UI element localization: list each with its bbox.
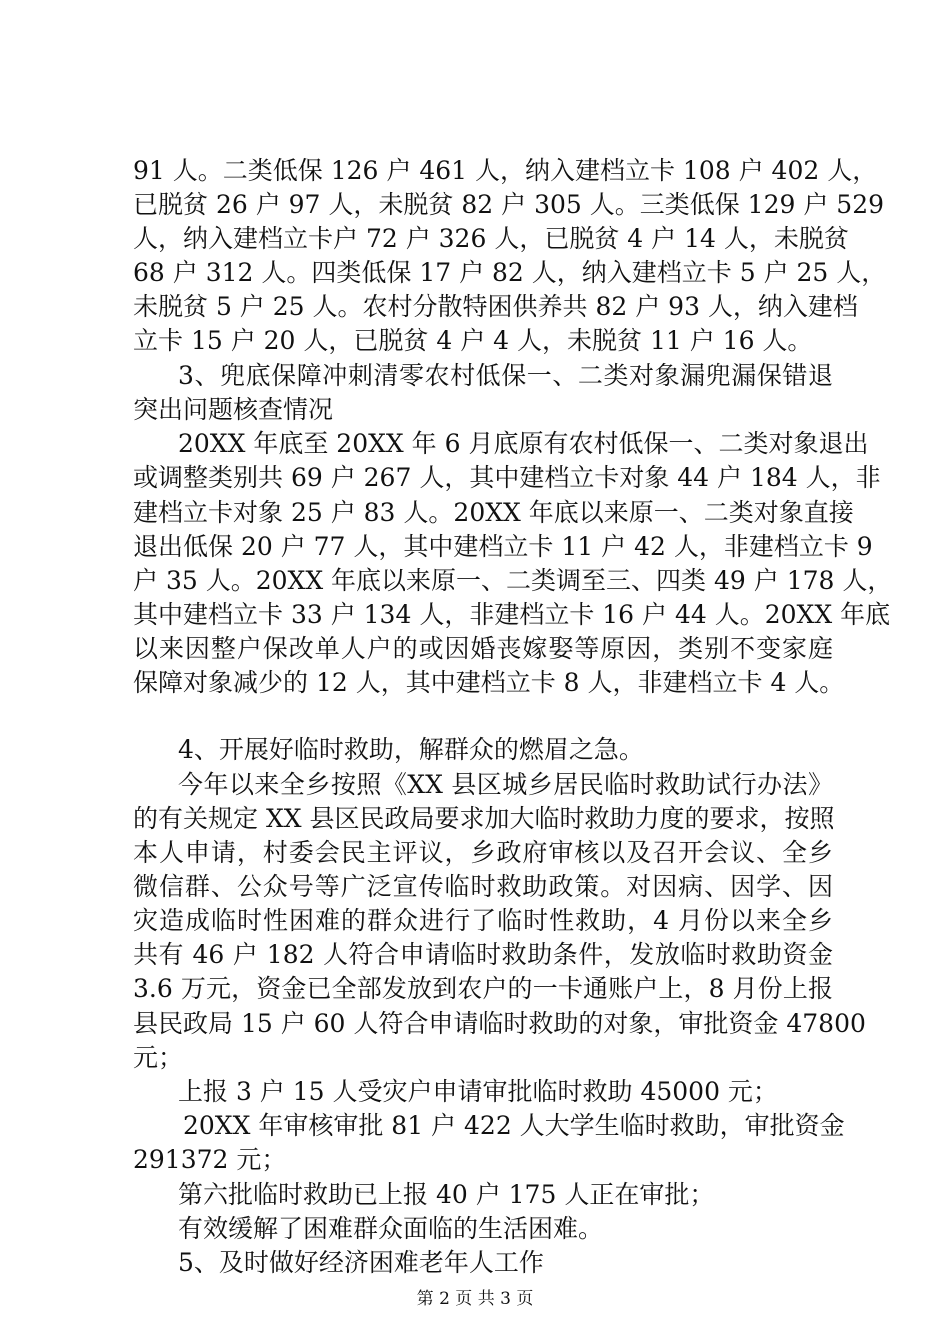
text-line: 有效缓解了困难群众面临的生活困难。 xyxy=(178,1214,604,1243)
text-line: 户 35 人。20XX 年底以来原一、二类调至三、四类 49 户 178 人， xyxy=(133,566,893,595)
text-line: 微信群、公众号等广泛宣传临时救助政策。对因病、因学、因 xyxy=(133,872,833,901)
text-line: 的有关规定 XX 县区民政局要求加大临时救助力度的要求，按照 xyxy=(133,804,835,833)
text-line: 共有 46 户 182 人符合申请临时救助条件，发放临时救助资金 xyxy=(133,940,833,969)
text-line: 已脱贫 26 户 97 人，未脱贫 82 户 305 人。三类低保 129 户 529 xyxy=(133,190,885,219)
text-line: 今年以来全乡按照《XX 县区城乡居民临时救助试行办法》 xyxy=(178,770,833,799)
text-line: 灾造成临时性困难的群众进行了临时性救助，4 月份以来全乡 xyxy=(133,906,833,935)
text-line: 突出问题核查情况 xyxy=(133,395,334,424)
text-line: 元； xyxy=(133,1043,184,1072)
text-line: 20XX 年审核审批 81 户 422 人大学生临时救助，审批资金 xyxy=(183,1111,845,1140)
text-line: 3、兜底保障冲刺清零农村低保一、二类对象漏兜漏保错退 xyxy=(178,361,833,390)
text-line: 保障对象减少的 12 人，其中建档立卡 8 人，非建档立卡 4 人。 xyxy=(133,668,845,697)
text-line: 人，纳入建档立卡户 72 户 326 人，已脱贫 4 户 14 人，未脱贫 xyxy=(133,224,849,253)
text-line: 或调整类别共 69 户 267 人，其中建档立卡对象 44 户 184 人，非 xyxy=(133,463,881,492)
text-line: 未脱贫 5 户 25 人。农村分散特困供养共 82 户 93 人，纳入建档 xyxy=(133,292,858,321)
text-line: 68 户 312 人。四类低保 17 户 82 人，纳入建档立卡 5 户 25 人， xyxy=(133,258,887,287)
text-line: 3.6 万元，资金已全部发放到农户的一卡通账户上，8 月份上报 xyxy=(133,974,833,1003)
text-line: 91 人。二类低保 126 户 461 人，纳入建档立卡 108 户 402 人， xyxy=(133,156,878,185)
text-line: 县民政局 15 户 60 人符合申请临时救助的对象，审批资金 47800 xyxy=(133,1009,866,1038)
text-line: 上报 3 户 15 人受灾户申请审批临时救助 45000 元； xyxy=(178,1077,778,1106)
text-line: 20XX 年底至 20XX 年 6 月底原有农村低保一、二类对象退出 xyxy=(178,429,869,458)
page-footer: 第 2 页 共 3 页 xyxy=(416,1289,534,1309)
text-line: 本人申请，村委会民主评议，乡政府审核以及召开会议、全乡 xyxy=(133,838,833,867)
text-line: 立卡 15 户 20 人，已脱贫 4 户 4 人，未脱贫 11 户 16 人。 xyxy=(133,326,813,355)
text-line: 建档立卡对象 25 户 83 人。20XX 年底以来原一、二类对象直接 xyxy=(133,498,854,527)
text-line: 第六批临时救助已上报 40 户 175 人正在审批； xyxy=(178,1180,715,1209)
text-line: 退出低保 20 户 77 人，其中建档立卡 11 户 42 人，非建档立卡 9 xyxy=(133,532,873,561)
text-line: 其中建档立卡 33 户 134 人，非建档立卡 16 户 44 人。20XX 年底 xyxy=(133,600,891,629)
text-line: 291372 元； xyxy=(133,1145,287,1174)
text-line: 5、及时做好经济困难老年人工作 xyxy=(178,1248,544,1277)
text-line: 4、开展好临时救助，解群众的燃眉之急。 xyxy=(178,735,644,764)
text-line: 以来因整户保改单人户的或因婚丧嫁娶等原因，类别不变家庭 xyxy=(133,634,833,663)
